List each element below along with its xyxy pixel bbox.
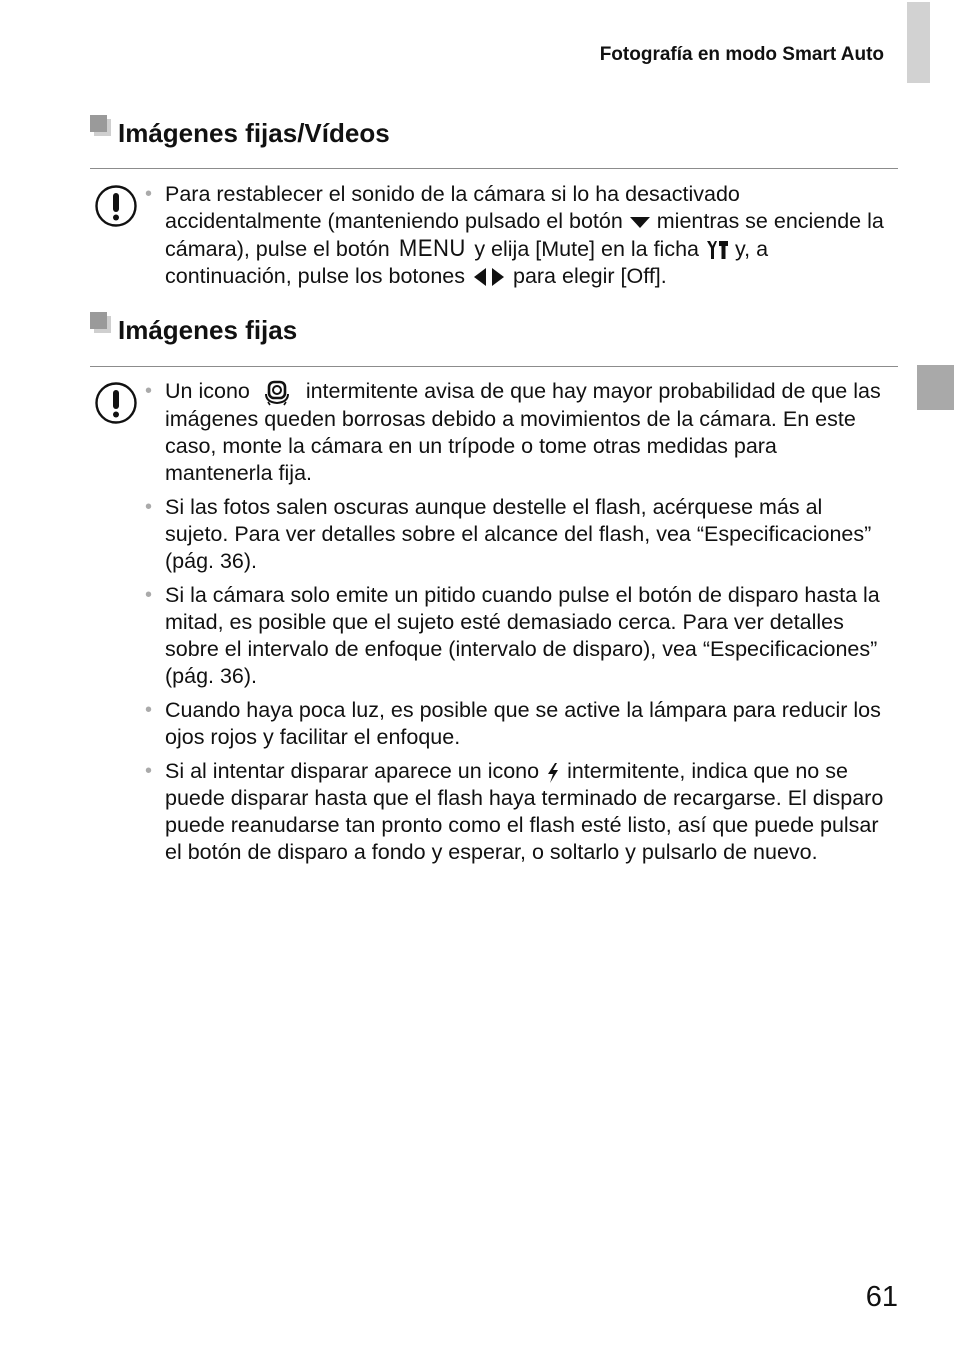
camera-shake-icon [256,378,300,406]
note-text: intermitente avisa de que hay mayor probabilidad de que las imágenes queden borrosas debido a movimientos de la cámara. En este caso, monte la cámara en un trípode o tome otras medidas para mantenerla fija. [165,379,881,486]
section-title: Imágenes fijas/Vídeos [118,117,390,148]
note-item [145,697,890,751]
note-text: para elegir [Off]. [512,264,667,288]
section-heading-stills [90,310,297,350]
note-text: intermitente, indica que no se puede disparar hasta que el flash haya terminado de recargarse. El disparo puede reanudarse tan pronto como el flash esté listo, así que puede pulsar el botón de disparo a fondo y esperar, o soltarlo y pulsarlo de nuevo. [165,759,884,865]
note-text: Cuando haya poca luz, es posible que se active la lámpara para reducir los ojos rojos y facilitar el enfoque. [165,698,881,750]
tools-tab-icon [705,239,729,261]
section-title: Imágenes fijas [118,314,298,345]
bullet: • [145,496,153,519]
note-text: mientras se enciende la cámara), pulse el botón [165,209,884,261]
bullet: • [145,380,153,402]
section-square-icon [90,312,112,334]
chapter-tab-top [907,2,930,83]
bullet: • [145,183,153,205]
note-text: Si las fotos salen oscuras aunque destelle el flash, acérquese más al sujeto. Para ver detalles sobre el alcance del flash, vea “Especificaciones” (pág. 36). [165,495,872,574]
note-text: Si la cámara solo emite un pitido cuando pulse el botón de disparo hasta la mitad, es posible que el sujeto esté demasiado cerca. Para ver detalles sobre el intervalo de enfoque (intervalo de disparo), vea “Especificaciones” (pág. 36). [165,583,880,689]
menu-button-label: MENU [398,235,466,262]
note-item [145,378,890,487]
bullet: • [145,760,153,783]
down-arrow-icon [629,215,651,229]
left-right-arrows-icon [471,267,507,287]
note-text: y elija [Mute] en la ficha [474,237,699,261]
page-number: 61 [865,1281,898,1313]
notes-list [145,378,890,873]
note-text: Si al intentar disparar aparece un icono [165,759,540,784]
note-text: Un icono [165,379,250,403]
section-rule [90,366,898,367]
running-header: Fotografía en modo Smart Auto [599,44,884,65]
section-heading-stills-videos [90,113,390,153]
flash-icon [545,762,561,784]
section-square-icon [90,115,112,137]
note-text: Para restablecer el sonido de la cámara si lo ha desactivado accidentalmente (manteniendo pulsado el botón [165,182,740,233]
bullet: • [145,699,153,722]
note-item [145,582,890,690]
note-item [145,494,890,575]
notes-list [145,181,890,297]
section-rule [90,168,898,169]
bullet: • [145,584,153,607]
note-item [145,181,890,290]
caution-icon [94,381,138,425]
note-item [145,758,890,866]
note-text: y, a continuación, pulse los botones [165,237,769,288]
caution-icon [94,184,138,228]
chapter-tab-marker [917,365,954,410]
